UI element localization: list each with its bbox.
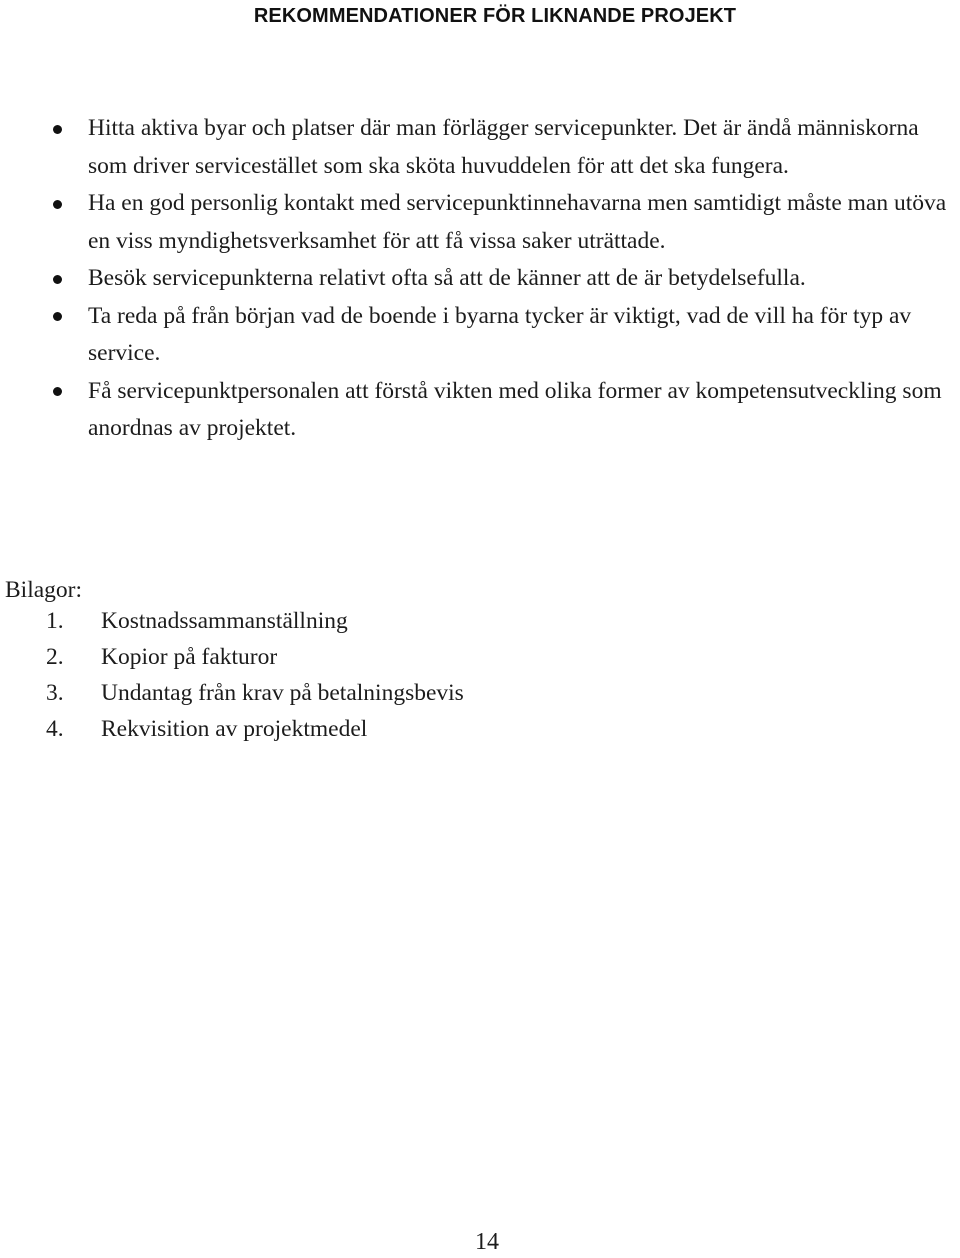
page-number: 14 (475, 1229, 499, 1255)
section-heading: REKOMMENDATIONER FÖR LIKNANDE PROJEKT (253, 5, 737, 27)
recommendation-item (0, 298, 960, 373)
recommendation-text: Ta reda på från början vad de boende i byarna tycker är viktigt, vad de vill ha för typ av service. (88, 302, 912, 366)
recommendation-text: Ha en god personlig kontakt med servicepunktinnehavarna men samtidigt måste man utöva en viss myndighetsverksamhet för att få vissa saker uträttade. (88, 190, 947, 254)
attachment-title: Undantag från krav på betalningsbevis (101, 680, 464, 706)
bullet-icon (53, 125, 62, 134)
attachment-title: Rekvisition av projektmedel (101, 716, 368, 742)
bullet-icon (53, 200, 62, 209)
attachments-label: Bilagor: (5, 577, 83, 603)
attachment-number: 4. (46, 716, 64, 742)
recommendation-text: Få servicepunktpersonalen att förstå vikten med olika former av kompetensutveckling som anordnas av projektet. (88, 377, 942, 441)
bullet-icon (53, 275, 62, 284)
recommendation-list (0, 110, 960, 448)
recommendation-item (0, 260, 960, 298)
attachment-number: 3. (46, 680, 64, 706)
recommendation-item (0, 110, 960, 185)
attachment-title: Kostnadssammanställning (101, 608, 348, 634)
bullet-icon (53, 312, 62, 321)
attachment-title: Kopior på fakturor (101, 644, 278, 670)
recommendation-item (0, 373, 960, 448)
recommendation-text: Hitta aktiva byar och platser där man förlägger servicepunkter. Det är ändå människorna som driver servicestället som ska sköta huvuddelen för att det ska fungera. (88, 115, 919, 179)
bullet-icon (53, 387, 62, 396)
recommendation-text: Besök servicepunkterna relativt ofta så att de känner att de är betydelsefulla. (88, 265, 806, 291)
attachment-number: 2. (46, 644, 64, 670)
attachment-number: 1. (46, 608, 64, 634)
recommendation-item (0, 185, 960, 260)
